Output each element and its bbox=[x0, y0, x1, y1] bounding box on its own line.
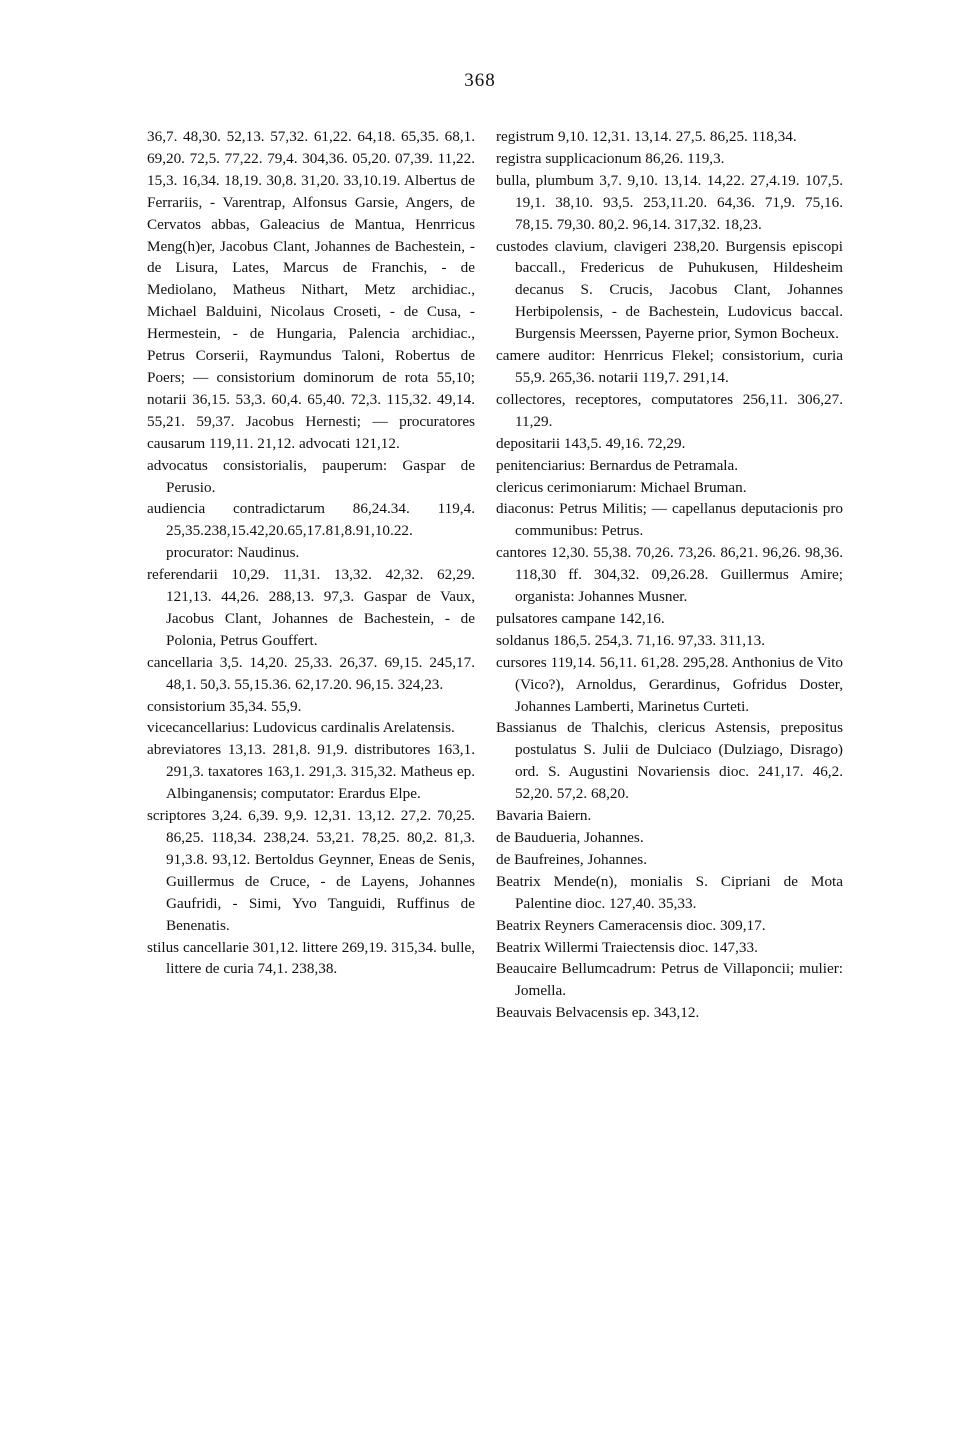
index-entry: de Baufreines, Johannes. bbox=[496, 850, 647, 868]
index-entry: penitenciarius: Bernardus de Petramala. bbox=[496, 456, 739, 474]
index-entry: camere auditor: Henrricus Flekel; consistorium, curia 55,9. 265,36. notarii 119,7. 291,14. bbox=[496, 347, 843, 386]
index-entry: Beauvais Belvacensis ep. 343,12. bbox=[496, 1004, 700, 1022]
index-entry: referendarii 10,29. 11,31. 13,32. 42,32. 62,29. 121,13. 44,26. 288,13. 97,3. Gaspar de Vaux, Jacobus Clant, Johannes de Bachestein, - de Polonia, Petrus Gouffert. bbox=[147, 566, 475, 649]
index-entry: diaconus: Petrus Militis; — capellanus deputacionis pro communibus: Petrus. bbox=[496, 500, 843, 540]
index-entry: registra supplicacionum 86,26. 119,3. bbox=[496, 149, 725, 167]
index-entry: bulla, plumbum 3,7. 9,10. 13,14. 14,22. 27,4.19. 107,5. 19,1. 38,10. 93,5. 253,11.20. 64,36. 71,9. 75,16. 78,15. 79,30. 80,2. 96,14. 317,32. 18,23. bbox=[496, 171, 843, 233]
index-entry: 36,7. 48,30. 52,13. 57,32. 61,22. 64,18. 65,35. 68,1. 69,20. 72,5. 77,22. 79,4. 304,36. 05,20. 07,39. 11,22. 15,3. 16,34. 18,19. 30,8. 31,20. 33,10.19. Albertus de Ferrariis, - Varentrap, Alfonsus Garsie, Angers, de Cervatos abbas, Galeacius de Mantua, Henrricus Meng(h)er, Jacobus Clant, Johannes de Bachestein, - de Lisura, Lates, Marcus de Franchis, - de Mediolano, Matheus Nithart, Metz archidiac., Michael Balduini, Nicolaus Croseti, - de Cusa, - Hermestein, - de Hungaria, Palencia archidiac., Petrus Corserii, Raymundus Taloni, Robertus de Poers; — consistorium dominorum de rota 55,10; notarii 36,15. 53,3. 60,4. 65,40. 72,3. 115,32. 49,14. 55,21. 59,37. Jacobus Hernesti; — procuratores causarum 119,11. 21,12. advocati 121,12. bbox=[147, 128, 475, 452]
index-entry: Bassianus de Thalchis, clericus Astensis, prepositus postulatus S. Julii de Dulciaco (Dulziago, Disrago) ord. S. Augustini Novariensis dioc. 241,17. 46,2. 52,20. 57,2. 68,20. bbox=[496, 719, 843, 803]
index-entry: pulsatores campane 142,16. bbox=[496, 609, 665, 627]
index-entry: cancellaria 3,5. 14,20. 25,33. 26,37. 69,15. 245,17. 48,1. 50,3. 55,15.36. 62,17.20. 96,15. 324,23. bbox=[147, 653, 475, 693]
index-entry: vicecancellarius: Ludovicus cardinalis Arelatensis. bbox=[147, 719, 455, 737]
index-entry: abreviatores 13,13. 281,8. 91,9. distributores 163,1. 291,3. taxatores 163,1. 291,3. 315,32. Matheus ep. Albinganensis; computator: Erardus Elpe. bbox=[147, 741, 475, 803]
index-entry: audiencia contradictarum 86,24.34. 119,4. 25,35.238,15.42,20.65,17.81,8.91,10.22. procurator: Naudinus. bbox=[147, 500, 475, 562]
index-entry: cantores 12,30. 55,38. 70,26. 73,26. 86,21. 96,26. 98,36. 118,30 ff. 304,32. 09,26.28. Guillermus Amire; organista: Johannes Musner. bbox=[496, 544, 843, 606]
index-entry: depositarii 143,5. 49,16. 72,29. bbox=[496, 434, 686, 452]
index-entry: scriptores 3,24. 6,39. 9,9. 12,31. 13,12. 27,2. 70,25. 86,25. 118,34. 238,24. 53,21. 78,25. 80,2. 81,3. 91,3.8. 93,12. Bertoldus Geynner, Eneas de Senis, Guillermus de Cruce, - de Layens, Johannes Gaufridi, - Simi, Yvo Tanguidi, Ruffinus de Benenatis. bbox=[147, 807, 475, 934]
index-entry: Bavaria Baiern. bbox=[496, 807, 592, 825]
index-entry: stilus cancellarie 301,12. littere 269,19. 315,34. bulle, littere de curia 74,1. 238,38. bbox=[147, 938, 475, 978]
left-column bbox=[147, 126, 475, 980]
index-entry: advocatus consistorialis, pauperum: Gaspar de Perusio. bbox=[147, 456, 475, 496]
right-column bbox=[496, 126, 843, 1024]
index-entry: Beatrix Willermi Traiectensis dioc. 147,33. bbox=[496, 938, 758, 956]
index-entry: soldanus 186,5. 254,3. 71,16. 97,33. 311,13. bbox=[496, 631, 766, 649]
index-entry: custodes clavium, clavigeri 238,20. Burgensis episcopi baccall., Fredericus de Puhukusen, Hildesheim decanus S. Crucis, Jacobus Clant, Johannes Herbipolensis, - de Bachestein, Ludovicus baccal. Burgensis Meerssen, Payerne prior, Symon Bocheux. bbox=[496, 237, 843, 343]
index-entry: registrum 9,10. 12,31. 13,14. 27,5. 86,25. 118,34. bbox=[496, 128, 797, 145]
index-entry: cursores 119,14. 56,11. 61,28. 295,28. Anthonius de Vito (Vico?), Arnoldus, Gerardinus, Gofridus Doster, Johannes Lamberti, Marinetus Curteti. bbox=[496, 653, 843, 715]
index-entry: de Baudueria, Johannes. bbox=[496, 829, 644, 846]
page-number: 368 bbox=[464, 70, 496, 91]
index-entry: clericus cerimoniarum: Michael Bruman. bbox=[496, 478, 747, 496]
index-entry: Beatrix Mende(n), monialis S. Cipriani de Mota Palentine dioc. 127,40. 35,33. bbox=[496, 872, 843, 912]
index-entry: Beatrix Reyners Cameracensis dioc. 309,17. bbox=[496, 916, 766, 934]
index-entry: Beaucaire Bellumcadrum: Petrus de Villaponcii; mulier: Jomella. bbox=[496, 960, 843, 1000]
index-entry: consistorium 35,34. 55,9. bbox=[147, 697, 302, 715]
index-entry: collectores, receptores, computatores 256,11. 306,27. 11,29. bbox=[496, 390, 843, 430]
